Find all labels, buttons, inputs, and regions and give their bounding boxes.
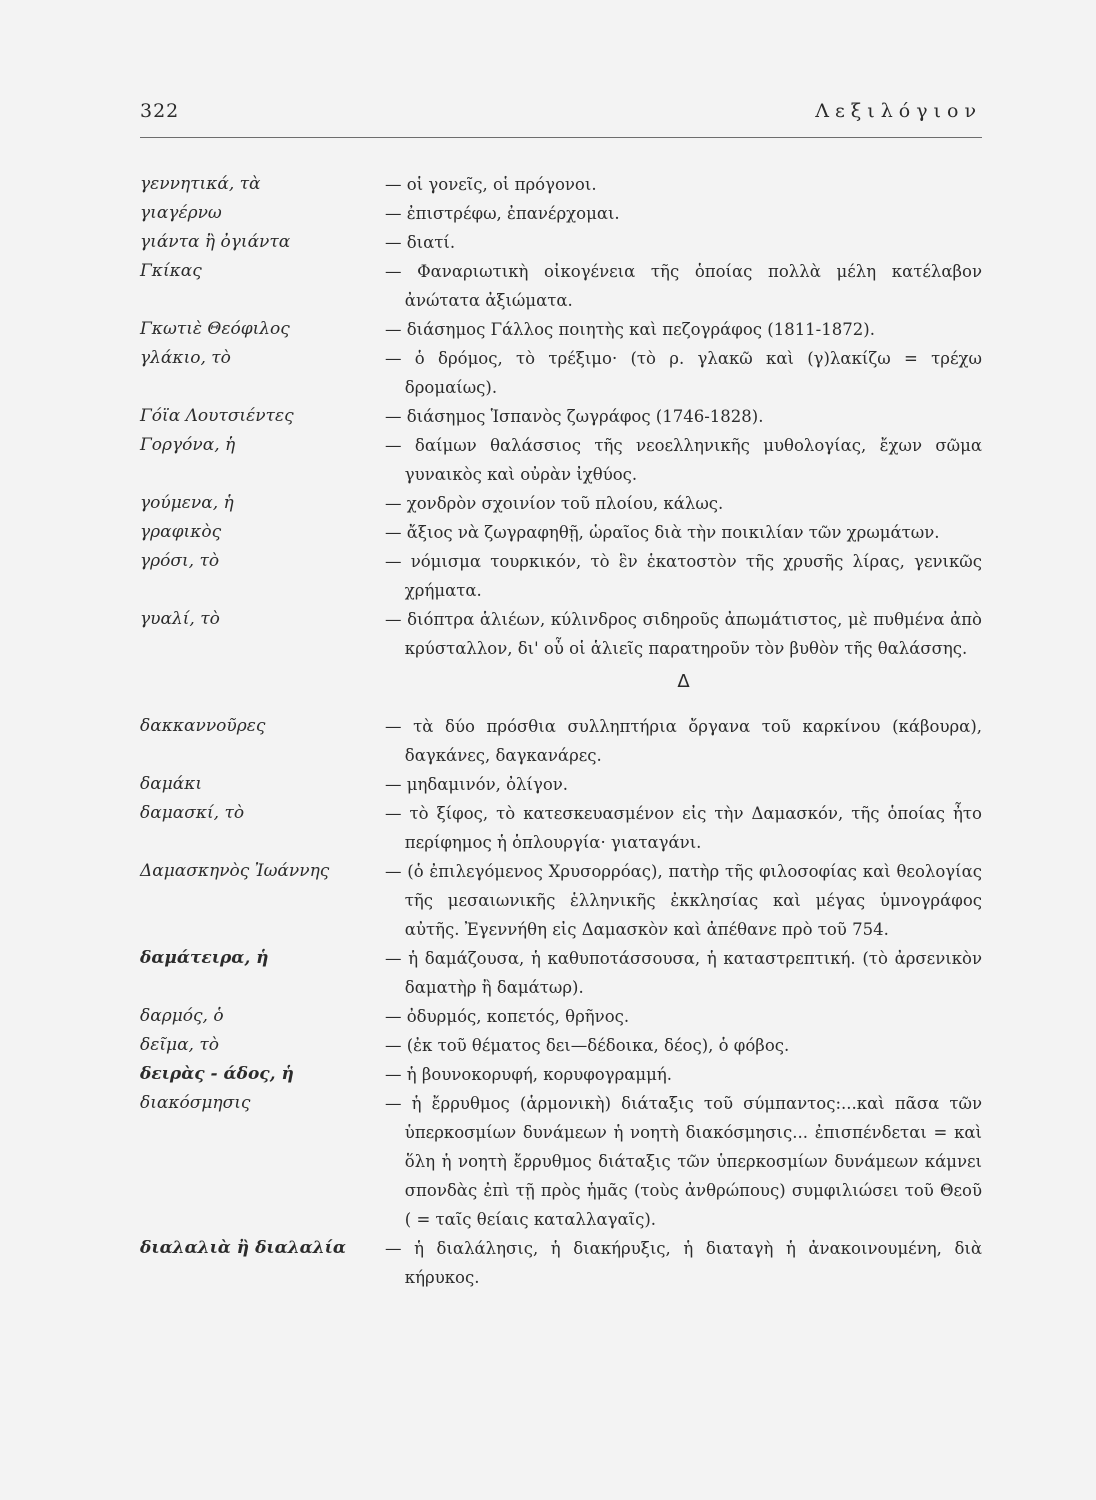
entry-term: γιαγέρνω (140, 203, 222, 223)
entry-term: γρόσι, τὸ (140, 551, 220, 571)
glossary-entry (140, 1002, 982, 1031)
entry-term: δαμασκί, τὸ (140, 803, 245, 823)
running-title: Λεξιλόγιον (815, 100, 982, 122)
glossary-entry (140, 1089, 982, 1234)
entry-term: δεῖμα, τὸ (140, 1035, 219, 1055)
entry-term: δαμάκι (140, 774, 203, 794)
glossary-entry (140, 402, 982, 431)
glossary-entry (140, 770, 982, 799)
section-letter: Δ (677, 671, 690, 692)
entry-term: γλάκιο, τὸ (140, 348, 231, 368)
glossary-entry (140, 315, 982, 344)
glossary-entry (140, 228, 982, 257)
entry-term: Δαμασκηνὸς Ἰωάννης (140, 861, 330, 881)
entry-definition: — (ἐκ τοῦ θέματος δει—δέδοικα, δέος), ὁ φόβος. (385, 1036, 790, 1055)
glossary-entry (140, 257, 982, 315)
entry-definition: — τὸ ξίφος, τὸ κατεσκευασμένον εἰς τὴν Δαμασκόν, τῆς ὁποίας ἦτο περίφημος ἡ ὁπλουργία· γιαταγάνι. (385, 804, 982, 852)
entry-term: δειρὰς - άδος, ἡ (140, 1064, 294, 1084)
page-header (140, 100, 982, 130)
entry-definition: — ἐπιστρέφω, ἐπανέρχομαι. (385, 204, 620, 223)
entry-term: δακκαννοῦρες (140, 716, 266, 736)
entry-term: Γοργόνα, ἡ (140, 435, 236, 455)
entry-definition: — χονδρὸν σχοινίον τοῦ πλοίου, κάλως. (385, 494, 724, 513)
glossary-entry (140, 344, 982, 402)
glossary-entry (140, 799, 982, 857)
entry-definition: — τὰ δύο πρόσθια συλληπτήρια ὄργανα τοῦ καρκίνου (κάβουρα), δαγκάνες, δαγκανάρες. (385, 717, 982, 765)
glossary-entry (140, 1031, 982, 1060)
entry-definition: — διάσημος Γάλλος ποιητὴς καὶ πεζογράφος (1811-1872). (385, 320, 875, 339)
entry-definition: — (ὁ ἐπιλεγόμενος Χρυσορρόας), πατὴρ τῆς φιλοσοφίας καὶ θεολογίας τῆς μεσαιωνικῆς ἑλληνικῆς ἐκκλησίας καὶ μέγας ὑμνογράφος αὐτῆς. Ἐγεννήθη εἰς Δαμασκὸν καὶ ἀπέθανε πρὸ τοῦ 754. (385, 862, 982, 939)
glossary-entry (140, 944, 982, 1002)
entry-definition: — Φαναριωτικὴ οἰκογένεια τῆς ὁποίας πολλὰ μέλη κατέλαβον ἀνώτατα ἀξιώματα. (385, 262, 982, 310)
entry-definition: — ἡ ἔρρυθμος (ἁρμονικὴ) διάταξις τοῦ σύμπαντος:...καὶ πᾶσα τῶν ὑπερκοσμίων δυνάμεων ἡ νοητὴ διακόσμησις... ἐπισπένδεται = καὶ ὅλη ἡ νοητὴ ἔρρυθμος διάταξις τῶν ὑπερκοσμίων δυνάμεων κάμνει σπονδὰς ἐπὶ τῇ πρὸς ἡμᾶς (τοὺς ἀνθρώπους) συμφιλιώσει τοῦ Θεοῦ ( = ταῖς θείαις καταλλαγαῖς). (385, 1094, 982, 1229)
glossary-entry (140, 857, 982, 944)
entry-definition: — δαίμων θαλάσσιος τῆς νεοελληνικῆς μυθολογίας, ἔχων σῶμα γυναικὸς καὶ οὐρὰν ἰχθύος. (385, 436, 982, 484)
entry-term: Γκίκας (140, 261, 202, 281)
glossary-entry (140, 489, 982, 518)
entry-definition: — ἄξιος νὰ ζωγραφηθῇ, ὡραῖος διὰ τὴν ποικιλίαν τῶν χρωμάτων. (385, 523, 940, 542)
glossary-entry (140, 712, 982, 770)
entry-term: γυαλί, τὸ (140, 609, 220, 629)
entry-definition: — ὁ δρόμος, τὸ τρέξιμο· (τὸ ρ. γλακῶ καὶ (γ)λακίζω = τρέχω δρομαίως). (385, 349, 982, 397)
entry-term: διακόσμησις (140, 1093, 251, 1113)
glossary-entry (140, 170, 982, 199)
entry-definition: — οἱ γονεῖς, οἱ πρόγονοι. (385, 175, 597, 194)
entry-term: δαμάτειρα, ἡ (140, 948, 269, 968)
glossary-entry (140, 1234, 982, 1292)
header-rule (140, 137, 982, 138)
entry-definition: — ἡ διαλάλησις, ἡ διακήρυξις, ἡ διαταγὴ ἡ ἀνακοινουμένη, διὰ κήρυκος. (385, 1239, 982, 1287)
entry-term: δαρμός, ὁ (140, 1006, 224, 1026)
glossary-entry (140, 1060, 982, 1089)
glossary-entry (140, 518, 982, 547)
entry-definition: — διατί. (385, 233, 456, 252)
entry-definition: — διάσημος Ἱσπανὸς ζωγράφος (1746-1828). (385, 407, 764, 426)
entry-definition: — ἡ βουνοκορυφή, κορυφογραμμή. (385, 1065, 672, 1084)
glossary-entry (140, 199, 982, 228)
glossary-entry (140, 431, 982, 489)
entry-term: γεννητικά, τὰ (140, 174, 261, 194)
entry-definition: — διόπτρα ἁλιέων, κύλινδρος σιδηροῦς ἀπωμάτιστος, μὲ πυθμένα ἀπὸ κρύσταλλον, δι' οὗ οἱ ἁλιεῖς παρατηροῦν τὸν βυθὸν τῆς θαλάσσης. (385, 610, 982, 658)
entry-definition: — μηδαμινόν, ὀλίγον. (385, 775, 569, 794)
entry-definition: — νόμισμα τουρκικόν, τὸ ἓν ἑκατοστὸν τῆς χρυσῆς λίρας, γενικῶς χρήματα. (385, 552, 982, 600)
glossary-entry (140, 605, 982, 663)
entry-term: Γκωτιὲ Θεόφιλος (140, 319, 290, 339)
entry-term: διαλαλιὰ ἢ διαλαλία (140, 1238, 346, 1258)
entry-term: Γόϊα Λουτσιέντες (140, 406, 294, 426)
page-number: 322 (140, 100, 180, 122)
entry-definition: — ἡ δαμάζουσα, ἡ καθυποτάσσουσα, ἡ καταστρεπτική. (τὸ ἀρσενικὸν δαματὴρ ἢ δαμάτωρ). (385, 949, 982, 997)
glossary-entries (140, 170, 982, 1292)
entry-definition: — ὀδυρμός, κοπετός, θρῆνος. (385, 1007, 630, 1026)
entry-term: γραφικὸς (140, 522, 222, 542)
entry-term: γιάντα ἢ ὀγιάντα (140, 232, 291, 252)
entry-term: γούμενα, ἡ (140, 493, 234, 513)
glossary-entry (140, 547, 982, 605)
